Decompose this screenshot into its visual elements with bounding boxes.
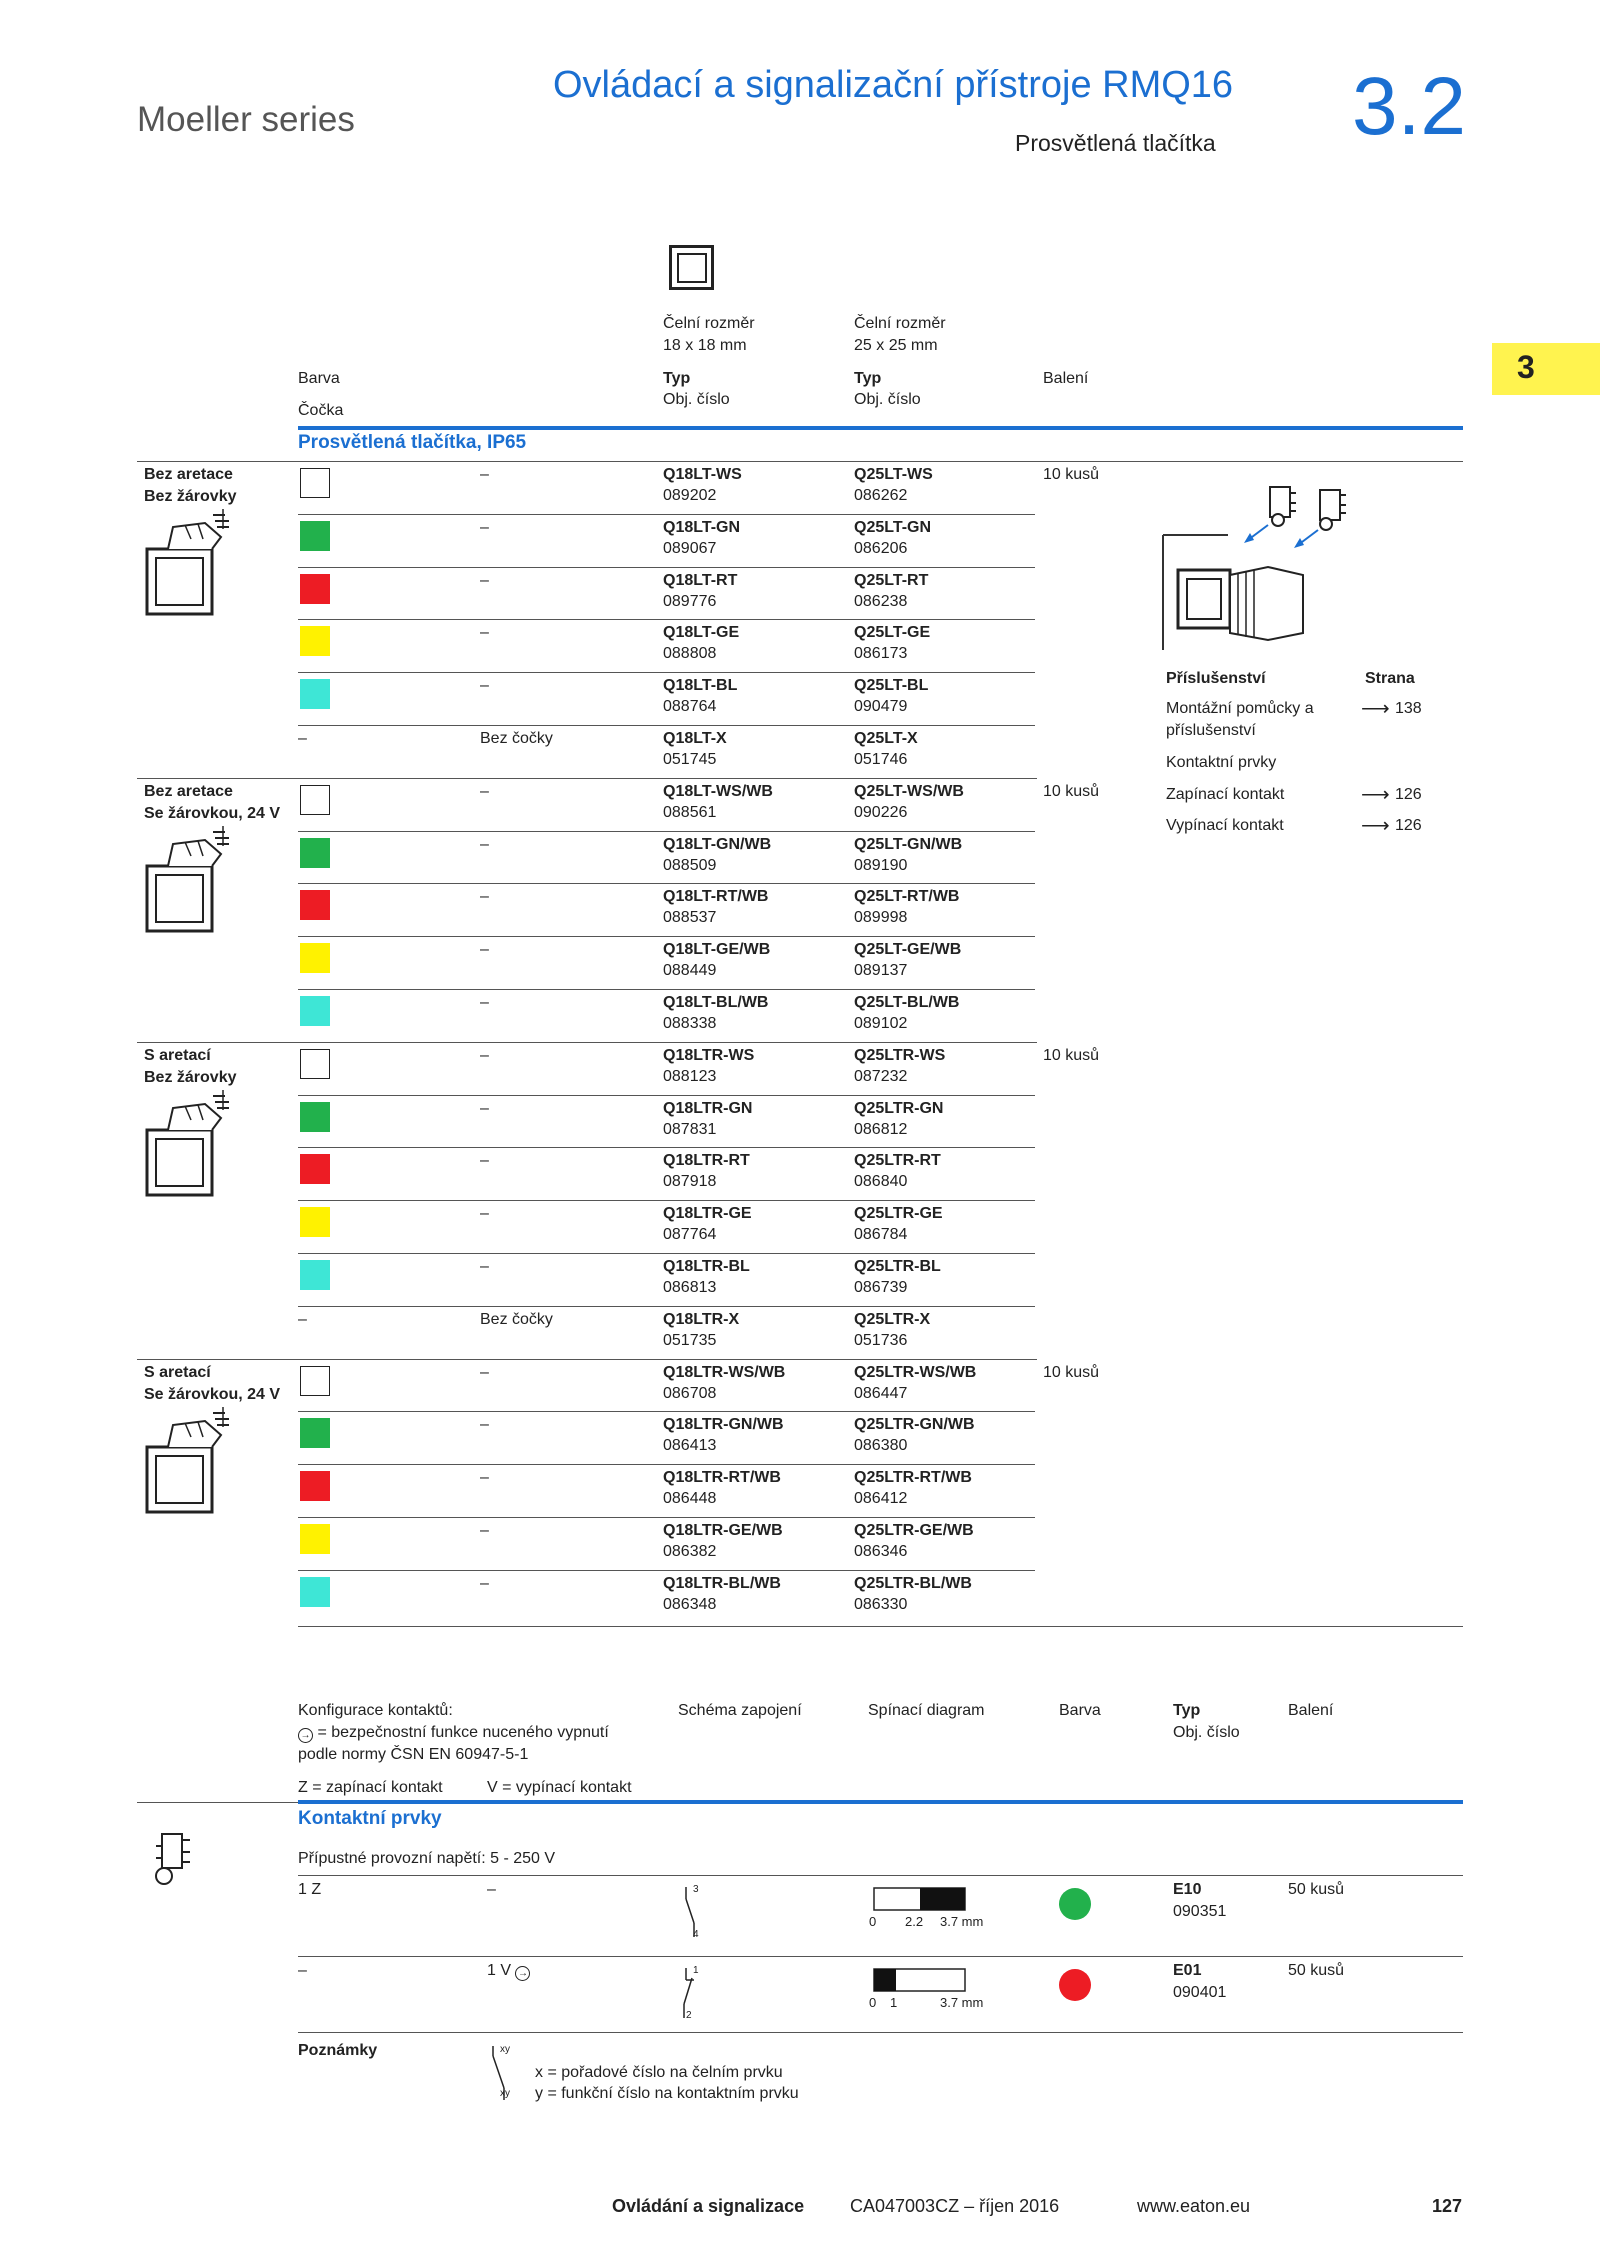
color-swatch	[300, 679, 330, 709]
barva2-header: Barva	[1059, 1702, 1101, 1719]
accessory-label: Zapínací kontakt	[1166, 786, 1285, 803]
arrow-right-icon: ⟶	[1361, 784, 1390, 806]
order18-cell: 088509	[663, 856, 717, 874]
type18-cell: Q18LTR-GE/WB	[663, 1522, 783, 1539]
color-swatch	[300, 1260, 330, 1290]
led-color-dot	[1059, 1888, 1091, 1920]
lens-cell: –	[480, 1258, 489, 1275]
type25-cell: Q25LTR-WS/WB	[854, 1363, 977, 1381]
group-packaging: 10 kusů	[1043, 1046, 1100, 1064]
color-swatch	[300, 1524, 330, 1554]
order18-cell: 086813	[663, 1279, 717, 1296]
color-swatch	[300, 996, 330, 1026]
type18-cell: Q18LT-BL	[663, 677, 738, 695]
type25-cell: Q25LTR-WS	[854, 1046, 946, 1064]
order25-cell: 086412	[854, 1490, 908, 1508]
order18-cell: 088764	[663, 698, 717, 716]
diagram-label: 0	[869, 1914, 877, 1929]
type18-cell: Q18LT-WS	[663, 466, 742, 483]
type25-cell: Q25LT-GN/WB	[854, 835, 963, 853]
arrow-right-icon: ⟶	[1361, 698, 1390, 720]
accessory-assembly-illustration	[1158, 475, 1358, 655]
color-swatch	[300, 1418, 330, 1448]
type25-cell: Q25LT-GN	[854, 518, 932, 536]
color-text: –	[298, 1310, 307, 1328]
type18-cell: Q18LTR-WS	[663, 1046, 755, 1064]
terminal-bottom: 2	[686, 2010, 692, 2021]
terminal-bottom: 4	[693, 1929, 699, 1940]
order18-cell: 088537	[663, 909, 717, 927]
safety-function-icon: →	[298, 1728, 313, 1743]
group-label-2: Bez žárovky	[144, 1068, 237, 1086]
lens-cell: –	[480, 1363, 489, 1381]
row-rule	[298, 1956, 1463, 1957]
color-swatch	[300, 838, 330, 868]
table1-bottom-rule	[298, 1626, 1463, 1627]
button-illustration	[143, 509, 233, 629]
contact-order: 090351	[1173, 1903, 1227, 1920]
lens-cell: –	[480, 1099, 489, 1117]
obj18-header: Obj. číslo	[663, 391, 730, 408]
accessory-page[interactable]: 138	[1395, 700, 1422, 717]
chapter-tab-number: 3	[1517, 349, 1535, 385]
order18-cell: 086348	[663, 1595, 717, 1613]
type25-cell: Q25LT-WS/WB	[854, 782, 964, 800]
type18-cell: Q18LTR-X	[663, 1310, 740, 1328]
config-line-1: Konfigurace kontaktů:	[298, 1702, 453, 1719]
type25-cell: Q25LTR-BL/WB	[854, 1574, 972, 1592]
terminal-top: 1	[693, 1965, 699, 1976]
type25-cell: Q25LTR-GN	[854, 1099, 944, 1117]
order25-cell: 086262	[854, 487, 908, 504]
config-a: –	[298, 1962, 307, 1979]
order25-cell: 086784	[854, 1226, 908, 1244]
row-rule	[298, 1464, 1035, 1465]
group-label-2: Bez žárovky	[144, 488, 237, 505]
order18-cell: 088123	[663, 1067, 717, 1085]
lens-cell: –	[480, 1416, 489, 1434]
color-swatch	[300, 574, 330, 604]
group-rule	[137, 461, 1463, 462]
type18-cell: Q18LT-RT	[663, 571, 738, 589]
lens-cell: –	[480, 466, 489, 483]
type18-cell: Q18LTR-RT/WB	[663, 1469, 781, 1487]
square-button-icon	[669, 245, 715, 291]
type25-cell: Q25LTR-GE/WB	[854, 1522, 974, 1539]
notes-sup-bottom: xy	[500, 2088, 510, 2099]
order18-cell: 086382	[663, 1543, 717, 1560]
diagram-label: 3.7 mm	[940, 1914, 984, 1929]
type18-cell: Q18LT-BL/WB	[663, 994, 769, 1011]
order25-cell: 086812	[854, 1120, 908, 1138]
note-x: x = pořadové číslo na čelním prvku	[535, 2064, 783, 2081]
accessories-title: Příslušenství	[1166, 670, 1266, 687]
diagram-label: 1	[890, 1995, 898, 2010]
color-swatch	[300, 1049, 330, 1079]
voltage-note: Přípustné provozní napětí: 5 - 250 V	[298, 1850, 556, 1867]
section-number: 3.2	[1352, 61, 1466, 152]
accessory-page[interactable]: 126	[1395, 786, 1422, 803]
col18-label-1: Čelní rozměr	[663, 315, 755, 332]
lens-cell: –	[480, 835, 489, 853]
row-rule	[298, 936, 1035, 937]
type25-cell: Q25LTR-GE	[854, 1205, 943, 1223]
contact-order: 090401	[1173, 1984, 1227, 2001]
diagram-label: 2.2	[905, 1914, 924, 1929]
row-rule	[298, 1200, 1035, 1201]
config-b-text: 1 V	[487, 1962, 512, 1979]
footer-title: Ovládání a signalizace	[612, 2196, 805, 2216]
safety-function-icon: →	[515, 1966, 530, 1981]
order18-cell: 051735	[663, 1331, 717, 1349]
type25-cell: Q25LTR-RT	[854, 1152, 941, 1170]
lens-cell: –	[480, 994, 489, 1011]
order25-cell: 089102	[854, 1015, 908, 1032]
type18-cell: Q18LTR-BL/WB	[663, 1574, 781, 1592]
group-rule	[137, 778, 1037, 779]
row-rule	[298, 989, 1035, 990]
section2-rule	[298, 1800, 1463, 1804]
type25-cell: Q25LT-WS	[854, 466, 933, 483]
voltage-rule	[298, 1875, 1463, 1876]
row-rule	[298, 725, 1035, 726]
lens-cell: –	[480, 1574, 489, 1592]
row-rule	[298, 567, 1035, 568]
contact-type: E10	[1173, 1881, 1202, 1898]
order25-cell: 086330	[854, 1595, 908, 1613]
obj2-header: Obj. číslo	[1173, 1724, 1240, 1741]
order25-cell: 086840	[854, 1173, 908, 1191]
order18-cell: 088338	[663, 1015, 717, 1032]
contact-element-illustration	[150, 1826, 200, 1896]
group-label-1: Bez aretace	[144, 466, 233, 483]
order18-cell: 089067	[663, 539, 717, 557]
accessory-page[interactable]: 126	[1395, 817, 1422, 834]
type25-cell: Q25LT-X	[854, 730, 918, 747]
series-label: Moeller series	[137, 100, 355, 139]
type18-cell: Q18LT-GE	[663, 624, 740, 642]
type18-cell: Q18LTR-RT	[663, 1152, 750, 1170]
color-swatch	[300, 1154, 330, 1184]
row-rule	[298, 514, 1035, 515]
notes-title: Poznámky	[298, 2042, 378, 2059]
row-rule	[298, 672, 1035, 673]
type18-cell: Q18LTR-GN/WB	[663, 1416, 784, 1434]
order25-cell: 089998	[854, 909, 908, 927]
order18-cell: 088449	[663, 962, 717, 980]
arrow-right-icon: ⟶	[1361, 815, 1390, 837]
group-label-1: Bez aretace	[144, 782, 233, 800]
switching-diagram	[873, 1968, 969, 1994]
config-b	[487, 1879, 496, 1901]
typ2-header: Typ	[1173, 1702, 1201, 1719]
color-swatch	[300, 1471, 330, 1501]
type25-cell: Q25LT-BL/WB	[854, 994, 960, 1011]
group-label-1: S aretací	[144, 1046, 211, 1064]
order18-cell: 087831	[663, 1120, 717, 1138]
page-subtitle: Prosvětlená tlačítka	[1015, 130, 1216, 156]
lens-cell: –	[480, 888, 489, 906]
type25-cell: Q25LT-GE/WB	[854, 941, 962, 959]
order25-cell: 090479	[854, 698, 908, 716]
type18-cell: Q18LT-WS/WB	[663, 782, 773, 800]
accessory-label: Kontaktní prvky	[1166, 754, 1277, 771]
row-rule	[298, 1095, 1035, 1096]
type25-cell: Q25LTR-X	[854, 1310, 931, 1328]
row-rule	[298, 1411, 1035, 1412]
col18-label-2: 18 x 18 mm	[663, 337, 747, 354]
lens-cell: –	[480, 1522, 489, 1539]
type18-cell: Q18LTR-WS/WB	[663, 1363, 786, 1381]
order18-cell: 089202	[663, 487, 717, 504]
row-rule	[298, 1517, 1035, 1518]
type18-cell: Q18LT-GN	[663, 518, 741, 536]
note-y: y = funkční číslo na kontaktním prvku	[535, 2085, 799, 2102]
lens-cell: –	[480, 677, 489, 695]
col25-label-2: 25 x 25 mm	[854, 337, 938, 354]
lens-cell: –	[480, 782, 489, 800]
terminal-top: 3	[693, 1884, 699, 1895]
type18-cell: Q18LTR-GN	[663, 1099, 753, 1117]
config-a: 1 Z	[298, 1881, 322, 1898]
row-rule	[298, 619, 1035, 620]
order18-cell: 086708	[663, 1384, 717, 1402]
order25-cell: 086238	[854, 592, 908, 610]
order18-cell: 087918	[663, 1173, 717, 1191]
chapter-tab	[1492, 343, 1600, 395]
order18-cell: 086413	[663, 1437, 717, 1455]
order25-cell: 086206	[854, 539, 908, 557]
lens-cell: Bez čočky	[480, 1310, 553, 1328]
order25-cell: 086447	[854, 1384, 908, 1402]
color-text: –	[298, 730, 307, 747]
type18-cell: Q18LT-GE/WB	[663, 941, 771, 959]
lens-cell: –	[480, 1205, 489, 1223]
accessory-label: Vypínací kontakt	[1166, 817, 1284, 834]
table2-top-rule	[137, 1802, 298, 1803]
type25-cell: Q25LT-BL	[854, 677, 929, 695]
section2-title: Kontaktní prvky	[298, 1808, 442, 1829]
accessories-strana: Strana	[1365, 670, 1415, 687]
lens-cell: –	[480, 941, 489, 959]
color-swatch	[300, 521, 330, 551]
group-packaging: 10 kusů	[1043, 1363, 1100, 1381]
order25-cell: 089190	[854, 856, 908, 874]
config-line-2-text: = bezpečnostní funkce nuceného vypnutí	[317, 1724, 609, 1741]
group-label-1: S aretací	[144, 1363, 211, 1381]
group-packaging: 10 kusů	[1043, 782, 1100, 800]
barva-header: Barva	[298, 370, 340, 387]
contact-type: E01	[1173, 1962, 1202, 1979]
typ18-header: Typ	[663, 370, 691, 387]
order25-cell: 086380	[854, 1437, 908, 1455]
contact-pack: 50 kusů	[1288, 1962, 1345, 1979]
type25-cell: Q25LT-RT	[854, 571, 929, 589]
group-rule	[137, 1042, 1037, 1043]
diagram-label: 0	[869, 1995, 877, 2010]
lens-cell: –	[480, 1469, 489, 1487]
color-swatch	[300, 890, 330, 920]
footer-code: CA047003CZ – říjen 2016	[850, 2196, 1060, 2216]
order18-cell: 088808	[663, 645, 717, 663]
row-rule	[298, 831, 1035, 832]
order25-cell: 089137	[854, 962, 908, 980]
color-swatch	[300, 1366, 330, 1396]
lens-cell: –	[480, 1046, 489, 1064]
switching-diagram	[873, 1887, 969, 1913]
group-rule	[137, 1359, 1037, 1360]
type25-cell: Q25LTR-GN/WB	[854, 1416, 975, 1434]
contact-pack: 50 kusů	[1288, 1881, 1345, 1898]
group-packaging: 10 kusů	[1043, 466, 1100, 483]
group-label-2: Se žárovkou, 24 V	[144, 804, 281, 822]
color-swatch	[300, 626, 330, 656]
type18-cell: Q18LTR-BL	[663, 1258, 750, 1275]
color-swatch	[300, 468, 330, 498]
obj25-header: Obj. číslo	[854, 391, 921, 408]
order25-cell: 087232	[854, 1067, 908, 1085]
color-swatch	[300, 943, 330, 973]
table2-bottom-rule	[298, 2032, 1463, 2033]
row-rule	[298, 883, 1035, 884]
order18-cell: 088561	[663, 803, 717, 821]
lens-cell: –	[480, 518, 489, 536]
color-swatch	[300, 785, 330, 815]
type25-cell: Q25LTR-BL	[854, 1258, 941, 1275]
order25-cell: 051746	[854, 751, 908, 768]
row-rule	[298, 1253, 1035, 1254]
config-b	[487, 1960, 530, 1982]
config-b-text: –	[487, 1881, 496, 1898]
order25-cell: 090226	[854, 803, 908, 821]
button-illustration	[143, 1090, 233, 1210]
order18-cell: 086448	[663, 1490, 717, 1508]
color-swatch	[300, 1102, 330, 1132]
row-rule	[298, 1306, 1035, 1307]
config-line-3: podle normy ČSN EN 60947-5-1	[298, 1746, 529, 1763]
row-rule	[298, 1570, 1035, 1571]
page-title: Ovládací a signalizační přístroje RMQ16	[553, 64, 1234, 106]
type25-cell: Q25LT-GE	[854, 624, 931, 642]
order25-cell: 086346	[854, 1543, 908, 1560]
lens-cell: –	[480, 624, 489, 642]
cocka-header: Čočka	[298, 402, 344, 419]
order18-cell: 087764	[663, 1226, 717, 1244]
type18-cell: Q18LT-RT/WB	[663, 888, 769, 906]
footer-web[interactable]: www.eaton.eu	[1137, 2196, 1251, 2216]
lens-cell: –	[480, 1152, 489, 1170]
col25-label-1: Čelní rozměr	[854, 315, 946, 332]
color-swatch	[300, 1577, 330, 1607]
baleni-header: Balení	[1043, 370, 1089, 387]
type18-cell: Q18LT-GN/WB	[663, 835, 772, 853]
order18-cell: 089776	[663, 592, 717, 610]
order25-cell: 086739	[854, 1279, 908, 1296]
accessory-label: Montážní pomůcky a příslušenství	[1166, 700, 1314, 739]
type25-cell: Q25LT-RT/WB	[854, 888, 960, 906]
order25-cell: 086173	[854, 645, 908, 663]
lens-cell: –	[480, 571, 489, 589]
schema-header: Schéma zapojení	[678, 1702, 802, 1719]
row-rule	[298, 1147, 1035, 1148]
config-line-2	[298, 1722, 609, 1744]
type18-cell: Q18LT-X	[663, 730, 727, 747]
diagram-header: Spínací diagram	[868, 1702, 985, 1719]
type25-cell: Q25LTR-RT/WB	[854, 1469, 972, 1487]
type18-cell: Q18LTR-GE	[663, 1205, 752, 1223]
footer-page: 127	[1432, 2196, 1463, 2216]
z-legend: Z = zapínací kontakt	[298, 1779, 443, 1796]
color-swatch	[300, 1207, 330, 1237]
section-title: Prosvětlená tlačítka, IP65	[298, 432, 527, 453]
order18-cell: 051745	[663, 751, 717, 768]
notes-sup-top: xy	[500, 2044, 510, 2055]
v-legend: V = vypínací kontakt	[487, 1779, 632, 1796]
button-illustration	[143, 1407, 233, 1527]
button-illustration	[143, 826, 233, 946]
typ25-header: Typ	[854, 370, 882, 387]
baleni2-header: Balení	[1288, 1702, 1334, 1719]
lens-cell: Bez čočky	[480, 730, 553, 747]
section-rule	[298, 426, 1463, 430]
group-label-2: Se žárovkou, 24 V	[144, 1385, 281, 1403]
order25-cell: 051736	[854, 1331, 908, 1349]
led-color-dot	[1059, 1969, 1091, 2001]
diagram-label: 3.7 mm	[940, 1995, 984, 2010]
